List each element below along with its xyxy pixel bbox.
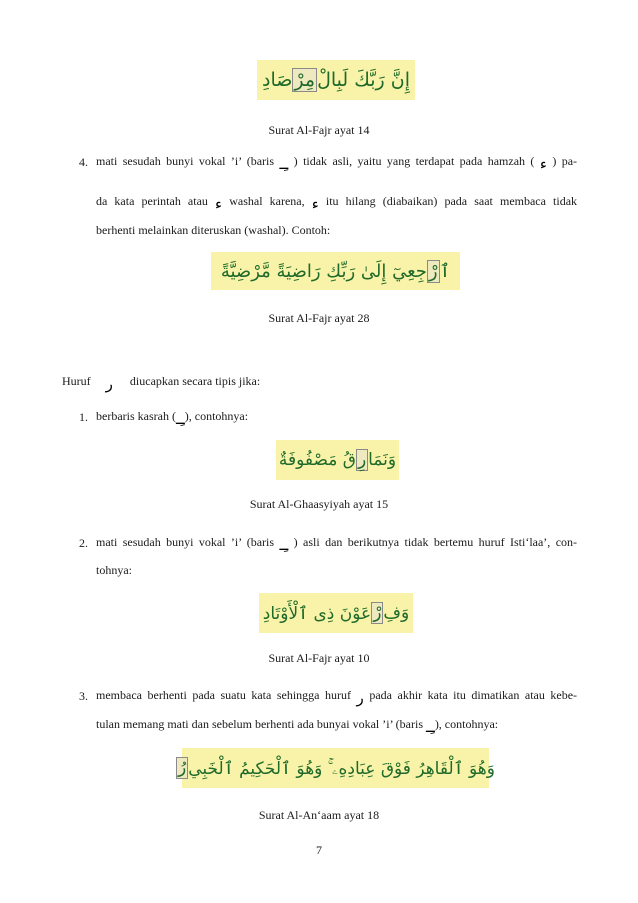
item4-line-1 xyxy=(96,155,577,171)
list-number-2: 2. xyxy=(79,536,88,550)
arabic-example-3 xyxy=(276,440,399,480)
kasrah-glyph: ـِـ xyxy=(175,410,185,428)
ra-highlight: رِ xyxy=(357,450,367,470)
item1-text-b: ), contohnya: xyxy=(184,409,249,423)
caption-example-4: Surat Al-Fajr ayat 10 xyxy=(268,651,370,665)
caption-example-3: Surat Al-Ghaasyiyah ayat 15 xyxy=(249,497,389,511)
item2-text-b: ) asli dan berikutnya tidak bertemu huruf Isti‘laa’, con- xyxy=(293,535,578,549)
arabic-text-before: وَفِ xyxy=(383,603,410,623)
list-number-1: 1. xyxy=(79,410,88,424)
item3-text-d: ), contohnya: xyxy=(434,717,499,731)
item4-line-3: berhenti melainkan diteruskan (washal). Contoh: xyxy=(96,223,331,237)
arabic-example-4 xyxy=(259,593,413,633)
arabic-example-5 xyxy=(178,748,495,788)
arabic-text-after: عَوْنَ ذِى ٱلْأَوْتَادِ xyxy=(262,603,372,624)
arabic-text-after: صَادِ xyxy=(262,69,293,91)
arabic-text-before: ٱ xyxy=(439,260,451,282)
item3-line-2 xyxy=(96,718,498,734)
huruf-intro xyxy=(62,375,260,391)
huruf-text-b: diucapkan secara tipis jika: xyxy=(129,374,261,388)
item3-line-1 xyxy=(96,689,577,705)
kasrah-glyph: ـِـ xyxy=(279,536,289,554)
ra-glyph: ر xyxy=(356,689,364,707)
page-number: 7 xyxy=(316,843,322,857)
item4-text-e: washal karena, xyxy=(229,194,305,208)
item2-text-a: mati sesudah bunyi vokal ’i’ (baris xyxy=(96,535,275,549)
item4-line-2 xyxy=(96,195,577,211)
item4-text-d: da kata perintah atau xyxy=(96,194,208,208)
hamzah-glyph: ء xyxy=(539,155,547,173)
hamzah-glyph: ء xyxy=(215,195,223,213)
item4-text-c: ) pa- xyxy=(552,154,578,168)
item1-line xyxy=(96,410,248,426)
arabic-text-after: جِعِيٓ إِلَىٰ رَبِّكِ رَاضِيَةً مَّرْضِيَّةً xyxy=(220,260,427,282)
arabic-text-after: قُ مَصْفُوفَةٌ xyxy=(278,450,356,470)
item4-text-f: itu hilang (diabaikan) pada saat membaca tidak xyxy=(325,194,578,208)
arabic-example-2 xyxy=(211,252,460,290)
caption-example-1: Surat Al-Fajr ayat 14 xyxy=(268,123,370,137)
item2-line-2: tohnya: xyxy=(96,563,132,577)
list-number-3: 3. xyxy=(79,689,88,703)
item3-text-a: membaca berhenti pada suatu kata sehingga huruf xyxy=(96,688,352,702)
ra-highlight: رْ xyxy=(428,260,438,282)
ra-highlight: مِرْ xyxy=(294,69,316,91)
arabic-text-before: وَنَمَا xyxy=(368,450,397,470)
kasrah-glyph: ـِـ xyxy=(426,718,435,736)
arabic-example-1 xyxy=(257,60,415,100)
arabic-text-before: وَهُوَ ٱلْقَاهِرُ فَوْقَ عِبَادِهِۦ ۚ وَهُوَ ٱلْحَكِيمُ ٱلْخَبِي xyxy=(188,758,495,779)
hamzah-glyph: ء xyxy=(311,195,319,213)
kasrah-glyph: ـِـ xyxy=(279,155,289,173)
ra-highlight: رُ xyxy=(178,758,187,778)
item3-text-c: tulan memang mati dan sebelum berhenti ada bunyai vokal ’i’ (baris xyxy=(96,717,424,731)
huruf-text-a: Huruf xyxy=(62,374,91,388)
ra-glyph: ر xyxy=(105,375,113,393)
arabic-text-before: إِنَّ رَبَّكَ لَبِالْ xyxy=(317,69,410,91)
caption-example-2: Surat Al-Fajr ayat 28 xyxy=(268,311,370,325)
list-number-4: 4. xyxy=(79,155,88,169)
item4-text-b: ) tidak asli, yaitu yang terdapat pada hamzah ( xyxy=(293,154,535,168)
item4-text-a: mati sesudah bunyi vokal ’i’ (baris xyxy=(96,154,275,168)
ra-highlight: رْ xyxy=(373,603,382,623)
item3-text-b: pada akhir kata itu dimatikan atau kebe- xyxy=(369,688,578,702)
item2-line-1 xyxy=(96,536,577,552)
caption-example-5: Surat Al-An‘aam ayat 18 xyxy=(258,808,380,822)
item1-text-a: berbaris kasrah ( xyxy=(96,409,176,423)
